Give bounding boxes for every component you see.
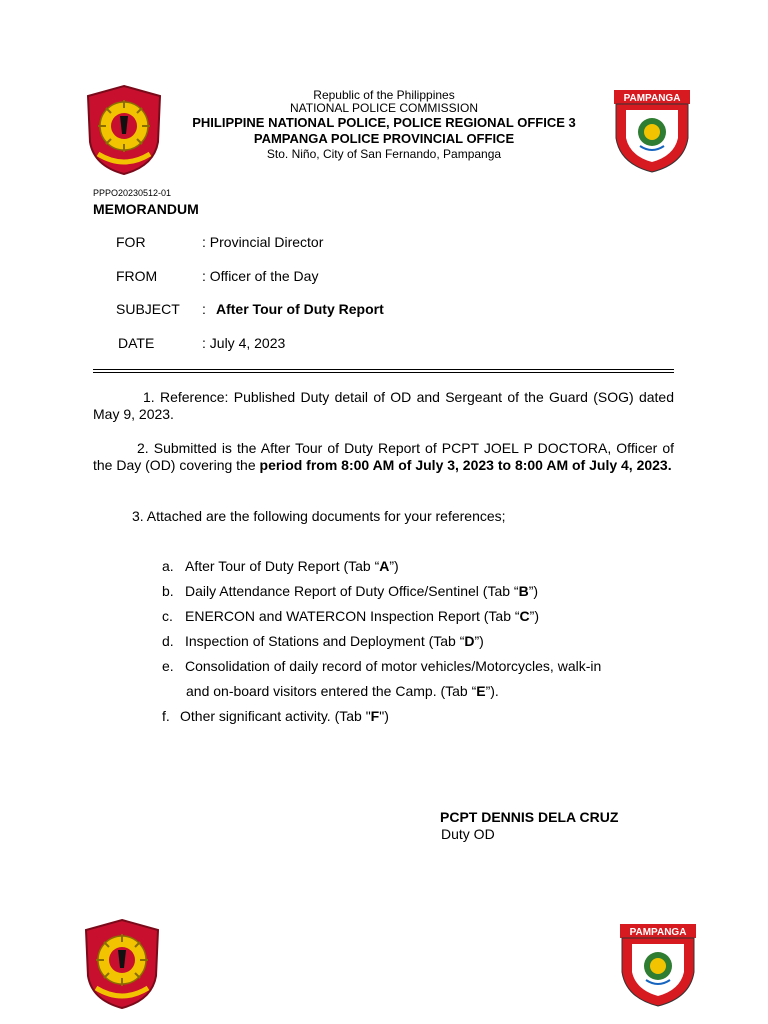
paragraph-1: 1. Reference: Published Duty detail of OD and Sergeant of the Guard (SOG) dated May 9, 2023. <box>93 389 674 422</box>
list-item: a. After Tour of Duty Report (Tab “A”) <box>162 558 399 574</box>
for-value: : Provincial Director <box>202 234 324 250</box>
list-item: e. Consolidation of daily record of motor vehicles/Motorcycles, walk-in <box>162 658 602 674</box>
pampanga-logo-text: PAMPANGA <box>629 927 687 938</box>
header-divider-bottom <box>93 372 674 373</box>
header-provincial-office: PAMPANGA POLICE PROVINCIAL OFFICE <box>253 131 515 146</box>
list-item: b. Daily Attendance Report of Duty Office/Sentinel (Tab “B”) <box>162 583 539 599</box>
subject-colon: : <box>202 301 206 317</box>
paragraph-2-text: 2. Submitted is the After Tour of Duty Report of PCPT JOEL P DOCTORA, Officer of the Day (OD) covering the <box>93 440 674 473</box>
header-address: Sto. Niño, City of San Fernando, Pampanga <box>266 147 502 161</box>
date-value: : July 4, 2023 <box>202 335 286 351</box>
header-office: PHILIPPINE NATIONAL POLICE, POLICE REGIONAL OFFICE 3 <box>192 115 576 130</box>
list-item: f. Other significant activity. (Tab "F") <box>162 708 389 724</box>
list-item-continuation: and on-board visitors entered the Camp. (Tab “E”). <box>186 683 499 699</box>
from-label: FROM <box>116 268 158 284</box>
for-label: FOR <box>116 234 146 250</box>
subject-value: After Tour of Duty Report <box>216 301 384 317</box>
pampanga-logo-text: PAMPANGA <box>623 93 681 104</box>
date-label: DATE <box>118 335 155 351</box>
signatory-title: Duty OD <box>441 826 495 842</box>
signatory-name: PCPT DENNIS DELA CRUZ <box>440 809 619 825</box>
pnp-seal-icon <box>84 918 160 1010</box>
header-divider-top <box>93 369 674 370</box>
list-item: c. ENERCON and WATERCON Inspection Report (Tab “C”) <box>162 608 539 624</box>
subject-label: SUBJECT <box>116 301 180 317</box>
header-country: Republic of the Philippines <box>313 88 455 102</box>
paragraph-2-period: period from 8:00 AM of July 3, 2023 to 8:00 AM of July 4, 2023. <box>259 457 672 473</box>
from-value: : Officer of the Day <box>202 268 319 284</box>
memo-title: MEMORANDUM <box>93 201 199 217</box>
list-item: d. Inspection of Stations and Deployment (Tab “D”) <box>162 633 484 649</box>
memo-reference-number: PPPO20230512-01 <box>93 188 172 198</box>
pampanga-shield-icon <box>618 922 698 1008</box>
paragraph-3: 3. Attached are the following documents for your references; <box>132 508 506 524</box>
paragraph-2 <box>93 440 674 474</box>
header-commission: NATIONAL POLICE COMMISSION <box>289 101 479 115</box>
